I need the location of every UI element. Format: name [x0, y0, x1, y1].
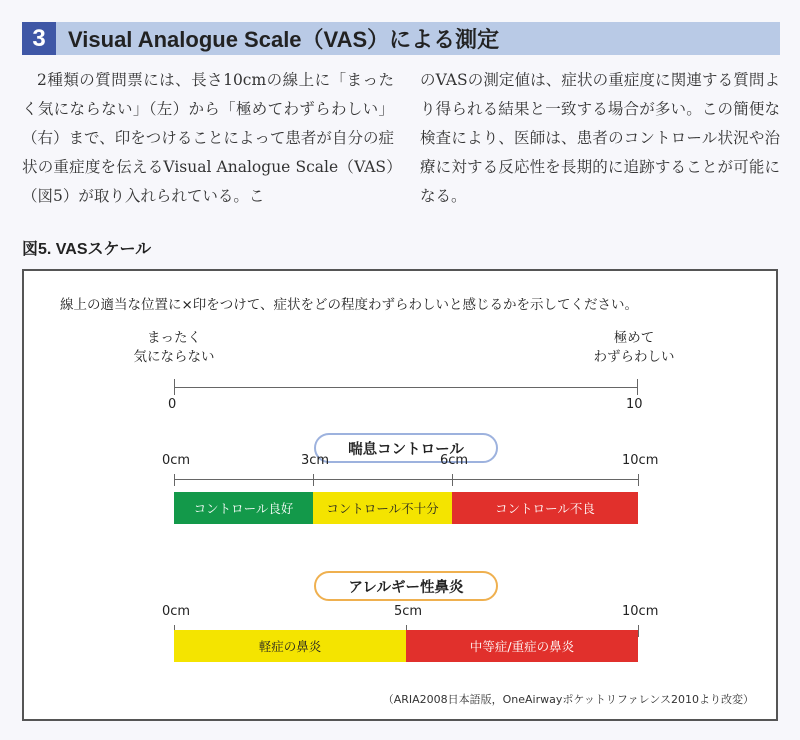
scale-left-label-line2: 気にならない: [133, 349, 215, 365]
asthma-control-title: 喘息コントロール: [314, 433, 498, 463]
body-text-column-2: のVASの測定値は、症状の重症度に関連する質問より得られる結果と一致する場合が多い。この簡便な検査により、医師は、患者のコントロール状況や治療に対する反応性を長期的に追跡することが可能になる。: [420, 71, 780, 205]
rhinitis-tick-label-1: 5cm: [393, 604, 423, 619]
asthma-tick-label-0: 0cm: [161, 453, 191, 468]
vas-tick-left: [174, 379, 175, 395]
vas-line: [174, 387, 638, 388]
figure-panel: [22, 269, 778, 721]
asthma-tick-3: [638, 474, 639, 486]
figure-instruction: 線上の適当な位置に×印をつけて、症状をどの程度わずらわしいと感じるかを示してください。: [60, 297, 639, 313]
asthma-band-1: コントロール不十分: [313, 492, 452, 524]
asthma-tick-label-3: 10cm: [622, 453, 659, 468]
asthma-band-2: コントロール不良: [452, 492, 638, 524]
section-number: 3: [22, 22, 56, 55]
figure-source: （ARIA2008日本語版，OneAirwayポケットリファレンス2010より改変）: [382, 693, 754, 706]
vas-tick-right: [637, 379, 638, 395]
section-header: [22, 22, 780, 55]
rhinitis-tick-label-2: 10cm: [622, 604, 659, 619]
scale-left-label-line1: まったく: [147, 330, 201, 346]
asthma-tick-1: [313, 474, 314, 486]
asthma-tick-label-2: 6cm: [439, 453, 469, 468]
scale-right-label: [579, 329, 689, 367]
vas-max-label: 10: [626, 397, 643, 412]
asthma-band-0: コントロール良好: [174, 492, 313, 524]
asthma-tick-2: [452, 474, 453, 486]
body-text-column-1: 2種類の質問票には、長さ10cmの線上に「まったく気にならない」（左）から「極めてわずらわしい」（右）まで、印をつけることによって患者が自分の症状の重症度を伝えるVisual Analogue Scale（VAS）（図5）が取り入れられている。こ: [22, 71, 394, 205]
asthma-axis-line: [174, 479, 638, 480]
vas-min-label: 0: [168, 397, 177, 412]
rhinitis-band-0: 軽症の鼻炎: [174, 630, 406, 662]
rhinitis-tick-label-0: 0cm: [161, 604, 191, 619]
asthma-tick-label-1: 3cm: [300, 453, 330, 468]
rhinitis-title: アレルギー性鼻炎: [314, 571, 498, 601]
scale-right-label-line1: 極めて: [613, 330, 655, 346]
asthma-tick-0: [174, 474, 175, 486]
scale-left-label: [124, 329, 224, 367]
rhinitis-tick-2: [638, 625, 639, 637]
scale-right-label-line2: わずらわしい: [593, 349, 675, 365]
section-title: Visual Analogue Scale（VAS）による測定: [68, 27, 500, 52]
rhinitis-band-1: 中等症/重症の鼻炎: [406, 630, 638, 662]
figure-title: 図5. VASスケール: [22, 241, 152, 258]
